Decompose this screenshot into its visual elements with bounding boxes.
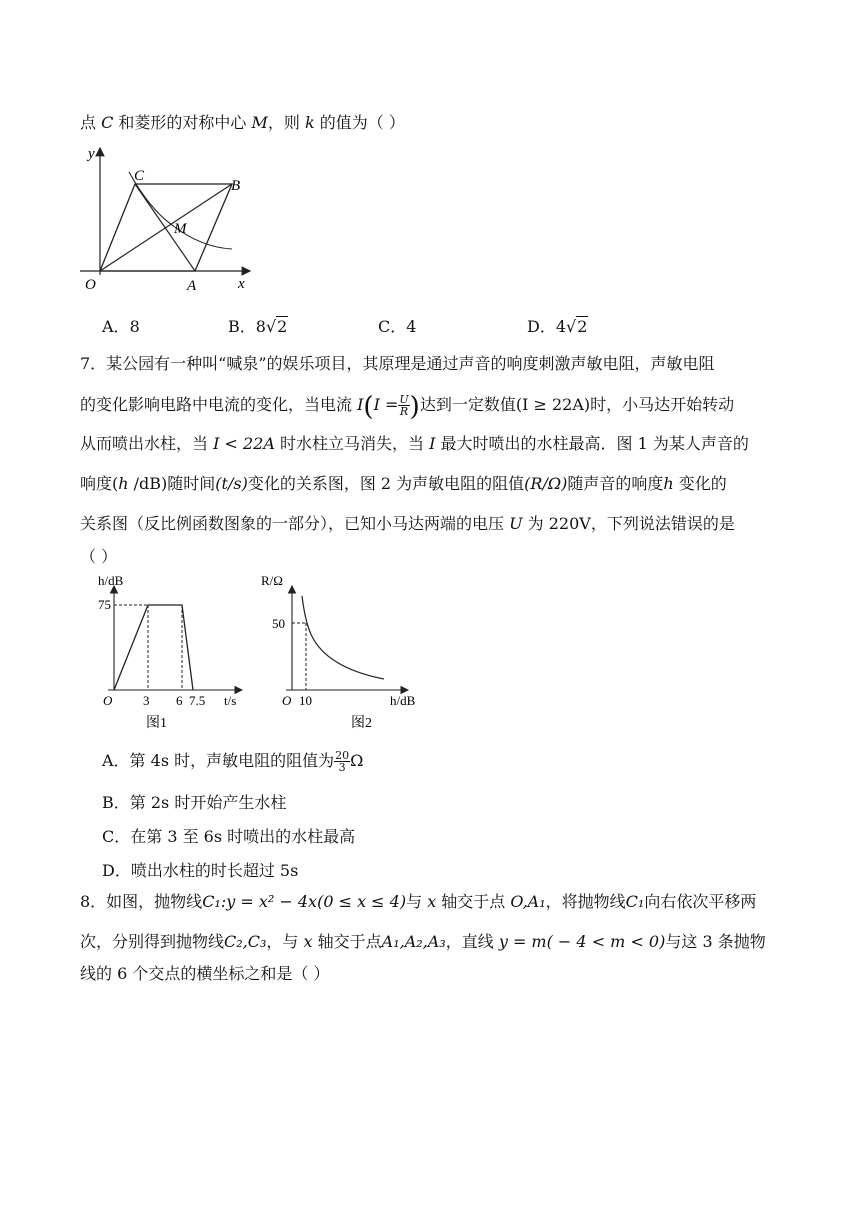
fig1-xlabel: t/s [224,693,237,708]
q7-option-c: C．在第 3 至 6s 时喷出的水柱最高 [102,827,356,846]
q7-option-d: D．喷出水柱的时长超过 5s [102,861,299,880]
fig2-x-tick: 10 [299,693,312,708]
fig6-y-label: y [88,146,95,162]
fig1-x-tick-3: 3 [143,693,150,708]
q7-figure-1 [98,572,258,734]
fig2-origin: O [282,693,292,708]
fig1-y-tick: 75 [98,597,111,612]
q8-line-2: 次，分别得到抛物线C₂,C₃，与 x 轴交于点A₁,A₂,A₃，直线 y = m( − 4 < m < 0)与这 3 条抛物 [80,932,766,951]
q7-line-3: 从而喷出水柱，当 I < 22A 时水柱立马消失，当 I 最大时喷出的水柱最高．图 1 为某人声音的 [80,434,749,453]
q6-option-d: D．4√2 [527,317,588,336]
q7-figure-2 [258,572,428,734]
fig6-A-label: A [187,278,197,294]
fig6-B-label: B [231,178,241,194]
fig2-y-tick: 50 [272,616,285,631]
q8-line-3: 线的 6 个交点的横坐标之和是（ ） [80,964,330,983]
fig1-ylabel: h/dB [98,573,124,588]
fig6-C-label: C [134,168,145,184]
q7-line-5: 关系图（反比例函数图象的一部分），已知小马达两端的电压 U 为 220V，下列说法错误的是 [80,514,735,533]
q7-line-1: 7．某公园有一种叫“喊泉”的娱乐项目，其原理是通过声音的响度刺激声敏电阻，声敏电阻 [80,354,715,373]
fig2-caption: 图2 [351,716,372,731]
fig6-x-label: x [238,276,245,292]
q7-option-b: B．第 2s 时开始产生水柱 [102,793,287,812]
q6-stem: 点 C 和菱形的对称中心 M，则 k 的值为（ ） [80,113,405,132]
q7-line-6: （ ） [80,547,118,566]
fig6-M-label: M [174,221,187,237]
fig6-O-label: O [85,277,96,293]
q6-option-b: B．8√2 [228,317,288,336]
q7-line-2: 的变化影响电路中电流的变化，当电流 I(I = $\frac{U}{R}$ )达到一定数值(I ≥ 22A)时，小马达开始转动 [80,392,735,422]
fig1-x-tick-6: 6 [176,693,183,708]
q6-option-c: C．4 [378,317,417,336]
fig1-origin: O [103,693,113,708]
q6-rhombus-figure [74,140,264,295]
q7-option-a: A．第 4s 时，声敏电阻的阻值为 $\frac{20}{3}$ Ω [102,749,364,774]
fig1-caption: 图1 [146,716,167,731]
fig1-x-tick-7-5: 7.5 [189,693,206,708]
q6-option-a: A．8 [102,317,140,336]
fig2-ylabel: R/Ω [261,573,283,588]
q7-line-4: 响度(ℎ /dB)随时间(t/s)变化的关系图，图 2 为声敏电阻的阻值(R/Ω)随声音的响度ℎ 变化的 [80,474,727,493]
q8-line-1: 8．如图，抛物线C₁:y = x² − 4x(0 ≤ x ≤ 4)与 x 轴交于点 O,A₁，将抛物线C₁向右依次平移两 [80,892,757,911]
fig2-xlabel: h/dB [390,693,416,708]
